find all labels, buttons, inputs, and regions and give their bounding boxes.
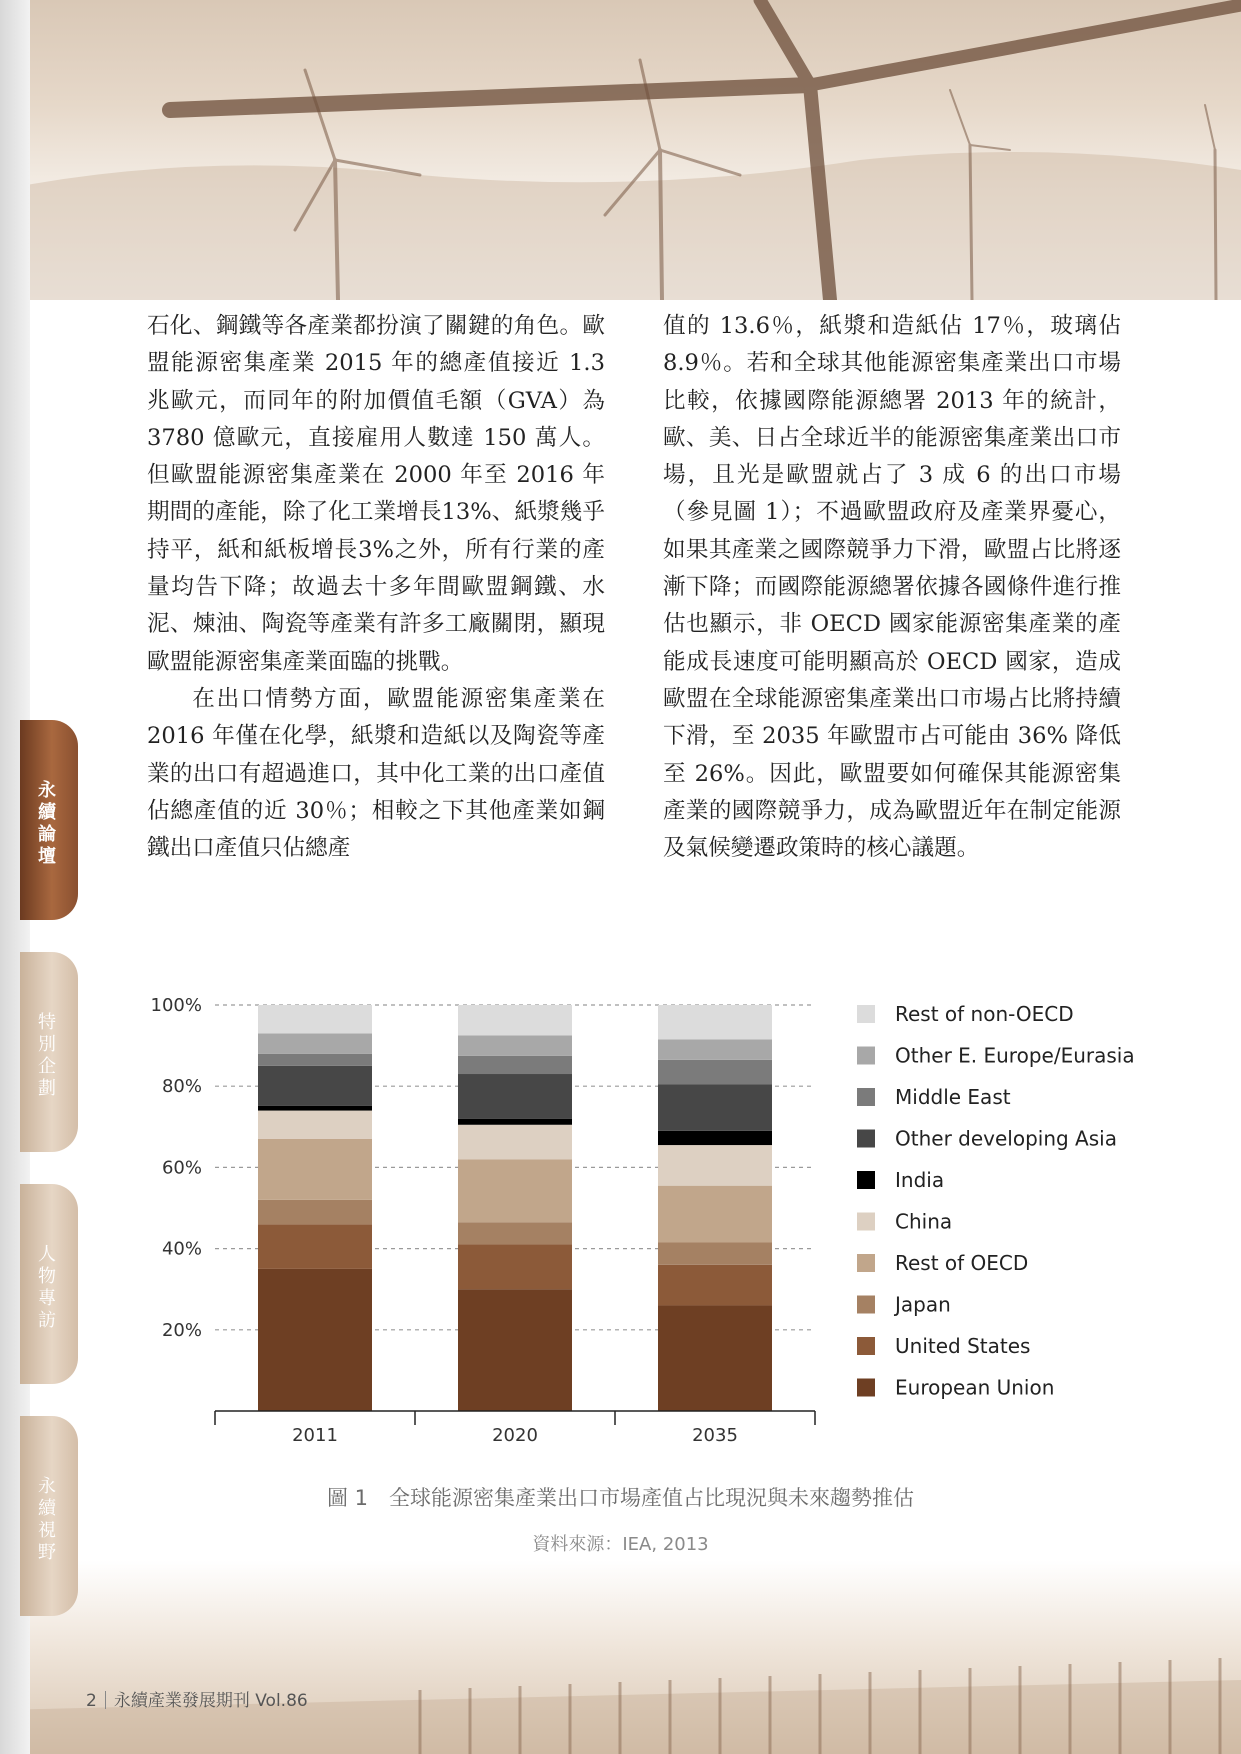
bar-segment: [258, 1033, 372, 1053]
paragraph: 值的 13.6％，紙漿和造紙佔 17％，玻璃佔 8.9％。若和全球其他能源密集產業出口市場比較，依據國際能源總署 2013 年的統計，歐、美、日占全球近半的能源密集產業出口市場，且光是歐盟就占了 3 成 6 的出口市場（參見圖 1）；不過歐盟政府及產業界憂心，如果其產業之國際競爭力下滑，歐盟占比將逐漸下降；而國際能源總署依據各國條件進行推估也顯示，非 OECD 國家能源密集產業的產能成長速度可能明顯高於 OECD 國家，造成歐盟在全球能源密集產業出口市場占比將持續下滑，至 2035 年歐盟市占可能由 36% 降低至 26%。因此，歐盟要如何確保其能源密集產業的國際競爭力，成為歐盟近年在制定能源及氣候變遷政策時的核心議題。: [663, 313, 1121, 862]
bar-segment: [658, 1243, 772, 1265]
bar-segment: [658, 1305, 772, 1411]
legend-swatch: [857, 1337, 875, 1355]
bar-segment: [258, 1139, 372, 1200]
wind-turbine-illustration: [0, 0, 1241, 300]
bar-segment: [258, 1200, 372, 1224]
legend-label: Rest of OECD: [895, 1251, 1029, 1275]
bar-segment: [458, 1074, 572, 1119]
bar-segment: [658, 1005, 772, 1040]
footer-separator: [105, 1691, 106, 1709]
tab-label: 特 別 企 劃: [38, 1012, 56, 1099]
legend-label: Middle East: [895, 1085, 1011, 1109]
y-tick-label: 20%: [161, 1319, 202, 1341]
bar-segment: [458, 1289, 572, 1411]
bar-segment: [258, 1111, 372, 1139]
legend-swatch: [857, 1213, 875, 1231]
x-tick-label: 2035: [692, 1425, 738, 1446]
bar-segment: [458, 1222, 572, 1244]
page-footer: [86, 1686, 308, 1711]
legend-label: Other E. Europe/Eurasia: [895, 1043, 1135, 1068]
bar-segment: [458, 1005, 572, 1035]
legend-swatch: [857, 1379, 875, 1397]
bar-segment: [458, 1035, 572, 1055]
text-column-left: [147, 308, 605, 867]
paragraph: 石化、鋼鐵等各產業都扮演了關鍵的角色。歐盟能源密集產業 2015 年的總產值接近 1.3 兆歐元，而同年的附加價值毛額（GVA）為 3780 億歐元，直接雇用人數達 150 萬人。但歐盟能源密集產業在 2000 年至 2016 年期間的產能，除了化工業增長13%、紙漿幾乎持平，紙和紙板增長3%之外，所有行業的產量均告下降；故過去十多年間歐盟鋼鐵、水泥、煉油、陶瓷等產業有許多工廠關閉，顯現歐盟能源密集產業面臨的挑戰。: [147, 313, 605, 675]
figure-source: 資料來源：IEA, 2013: [532, 1534, 709, 1555]
text-column-right: [663, 308, 1121, 867]
legend-label: India: [895, 1168, 945, 1192]
bar-segment: [258, 1269, 372, 1411]
y-tick-label: 40%: [161, 1238, 202, 1260]
x-tick-label: 2011: [292, 1425, 338, 1446]
bar-segment: [658, 1040, 772, 1060]
tab-sustainability-vision[interactable]: [20, 1416, 78, 1616]
bar-segment: [458, 1125, 572, 1160]
paragraph: 在出口情勢方面，歐盟能源密集產業在 2016 年僅在化學，紙漿和造紙以及陶瓷等產業的出口有超過進口，其中化工業的出口產值佔總產值的近 30％；相較之下其他產業如鋼鐵出口產值只佔總產: [147, 685, 605, 862]
y-tick-label: 100%: [150, 995, 202, 1016]
bar-segment: [658, 1084, 772, 1131]
bar-segment: [258, 1054, 372, 1066]
figure-caption: 圖 1 全球能源密集產業出口市場產值占比現況與未來趨勢推估: [326, 1486, 915, 1510]
page-number: 2: [86, 1691, 97, 1711]
bar-segment: [658, 1145, 772, 1186]
publication-title: 永續產業發展期刊 Vol.86: [113, 1691, 308, 1711]
bar-segment: [658, 1060, 772, 1084]
bar-segment: [258, 1224, 372, 1269]
bar-segment: [258, 1005, 372, 1033]
legend-label: European Union: [895, 1375, 1055, 1400]
tab-special-feature[interactable]: [20, 952, 78, 1152]
legend-swatch: [857, 1254, 875, 1272]
bar-segment: [258, 1066, 372, 1106]
fence-illustration: [0, 1560, 1241, 1754]
bar-segment: [658, 1131, 772, 1145]
legend-label: United States: [895, 1334, 1031, 1358]
bar-segment: [658, 1186, 772, 1243]
x-tick-label: 2020: [492, 1425, 538, 1446]
legend-label: Japan: [895, 1292, 951, 1317]
legend-swatch: [857, 1296, 875, 1314]
bar-segment: [258, 1106, 372, 1111]
tab-label: 永 續 視 野: [38, 1476, 56, 1563]
tab-label: 永 續 論 壇: [38, 780, 56, 867]
bar-segment: [458, 1245, 572, 1290]
legend-label: Rest of non-OECD: [895, 1002, 1074, 1026]
legend-swatch: [857, 1005, 875, 1023]
bar-segment: [458, 1056, 572, 1074]
legend-label: China: [895, 1209, 953, 1234]
tab-interview[interactable]: [20, 1184, 78, 1384]
tab-sustainability-forum[interactable]: [20, 720, 78, 920]
bar-segment: [458, 1159, 572, 1222]
bar-segment: [658, 1265, 772, 1306]
legend-swatch: [857, 1130, 875, 1148]
header-banner-image: [0, 0, 1241, 300]
legend-swatch: [857, 1047, 875, 1065]
bar-segment: [458, 1119, 572, 1125]
footer-banner-image: [0, 1560, 1241, 1754]
legend-swatch: [857, 1171, 875, 1189]
y-tick-label: 80%: [161, 1076, 202, 1098]
stacked-bar-chart: [130, 980, 1140, 1450]
tab-label: 人 物 專 訪: [38, 1244, 56, 1331]
legend-swatch: [857, 1088, 875, 1106]
legend-label: Other developing Asia: [895, 1126, 1117, 1151]
y-tick-label: 60%: [161, 1157, 202, 1179]
